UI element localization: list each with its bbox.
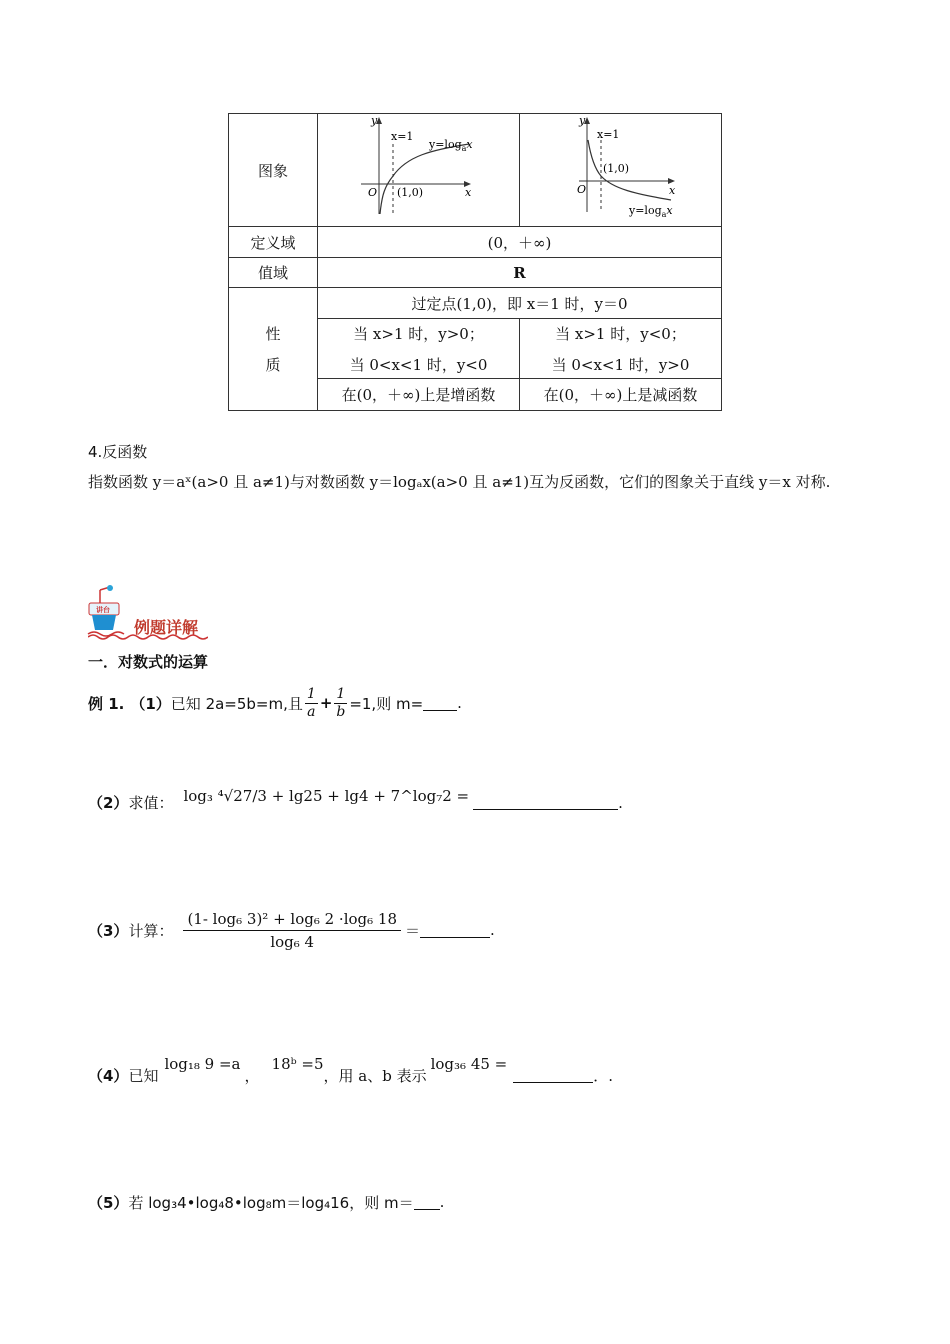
banner-wave	[88, 633, 208, 641]
answer-blank[interactable]	[473, 795, 618, 810]
curve-label: $y=\log_ax$	[628, 204, 673, 219]
math-expression: log₃ ⁴√27/3 + lg25 + lg4 + 7^log₇2 =	[183, 786, 470, 805]
part1-title: 一．对数式的运算	[88, 653, 209, 671]
graph-decreasing	[520, 114, 722, 227]
y-axis-label: y	[578, 114, 585, 127]
answer-blank[interactable]	[414, 1195, 440, 1210]
example-2: （2） 求值： log₃ ⁴√27/3 + lg25 + lg4 + 7^log₇2 = .	[88, 786, 623, 812]
question-text: 已知	[128, 1066, 159, 1085]
vline-label: x=1	[390, 130, 413, 143]
x-axis-label: x	[668, 184, 675, 197]
graph-increasing	[318, 114, 520, 227]
properties-label: 性 质	[229, 288, 318, 411]
graph-row-label: 图象	[229, 114, 318, 227]
graph-decreasing-svg	[521, 114, 721, 222]
podium-icon-text: 讲台	[96, 606, 110, 614]
example-5: （5） 若 log₃4•log₄8•log₈m＝log₄16，则 m＝ .	[88, 1193, 445, 1212]
question-number: （5）	[88, 1193, 129, 1212]
example-label: 例 1.	[88, 694, 125, 713]
range-label: 值域	[229, 258, 318, 288]
question-number: （2）	[88, 794, 129, 812]
section4-title: 4.反函数	[88, 443, 148, 461]
example-banner	[86, 585, 216, 640]
question-number: （1）	[130, 694, 171, 713]
curve-label: $y=\log_ax$	[428, 138, 473, 153]
math-expression-1: log₁₈ 9 =a	[164, 1055, 241, 1073]
fixed-point: 过定点(1,0)，即 x＝1 时，y＝0	[318, 288, 722, 319]
origin-label: O	[576, 183, 586, 196]
question-text: 已知 2a=5b=m,且	[170, 694, 303, 713]
right-monotonic: 在(0，＋∞)上是减函数	[520, 379, 722, 411]
question-text: 计算：	[128, 921, 174, 940]
section4-text: 指数函数 y＝aˣ(a>0 且 a≠1)与对数函数 y＝logₐx(a>0 且 a≠1)互为反函数，它们的图象关于直线 y＝x 对称.	[88, 473, 831, 491]
math-expression-3: log₃₆ 45 =	[430, 1055, 508, 1073]
vline-label: x=1	[596, 128, 619, 141]
origin-label: O	[367, 186, 377, 199]
left-cases: 当 x>1 时，y>0； 当 0<x<1 时，y<0	[318, 319, 520, 379]
banner-title: 例题详解	[134, 618, 199, 637]
question-text: 若 log₃4•log₄8•log₈m＝log₄16，则 m＝	[128, 1193, 414, 1212]
example-1: 例 1. （1） 已知 2a=5b=m,且 $\frac{1}{a}$ + $\frac{1}{b}$ =1,则 m= .	[88, 685, 462, 720]
question-number: （3）	[88, 921, 129, 940]
range-value: R	[318, 258, 722, 288]
question-text: 求值：	[128, 794, 174, 812]
point-label: (1,0)	[602, 162, 629, 175]
math-fraction: $\frac{\text{(1- log₆ 3)² + log₆ 2 ·log₆ 18}}{\text{log₆ 4}}$	[183, 908, 401, 953]
answer-blank[interactable]	[420, 923, 490, 938]
math-expression-2: 18ᵇ =5	[271, 1055, 324, 1073]
example-3: （3） 计算： $\frac{\text{(1- log₆ 3)² + log₆ 2 ·log₆ 18}}{\text{log₆ 4}}$ ＝ .	[88, 909, 495, 951]
left-monotonic: 在(0，＋∞)上是增函数	[318, 379, 520, 411]
question-number: （4）	[88, 1066, 129, 1085]
domain-value: (0，＋∞)	[318, 227, 722, 258]
x-axis-label: x	[464, 186, 471, 199]
log-properties-table	[228, 113, 722, 411]
right-cases: 当 x>1 时，y<0； 当 0<x<1 时，y>0	[520, 319, 722, 379]
graph-increasing-svg	[319, 114, 519, 222]
answer-blank[interactable]	[423, 696, 457, 711]
point-label: (1,0)	[396, 186, 423, 199]
example-4: （4） 已知 log₁₈ 9 =a ， 18ᵇ =5 ，用 a、b 表示 log₃₆ 45 = ．.	[88, 1055, 614, 1085]
domain-label: 定义域	[229, 227, 318, 258]
answer-blank[interactable]	[513, 1068, 593, 1083]
y-axis-label: y	[370, 114, 377, 127]
